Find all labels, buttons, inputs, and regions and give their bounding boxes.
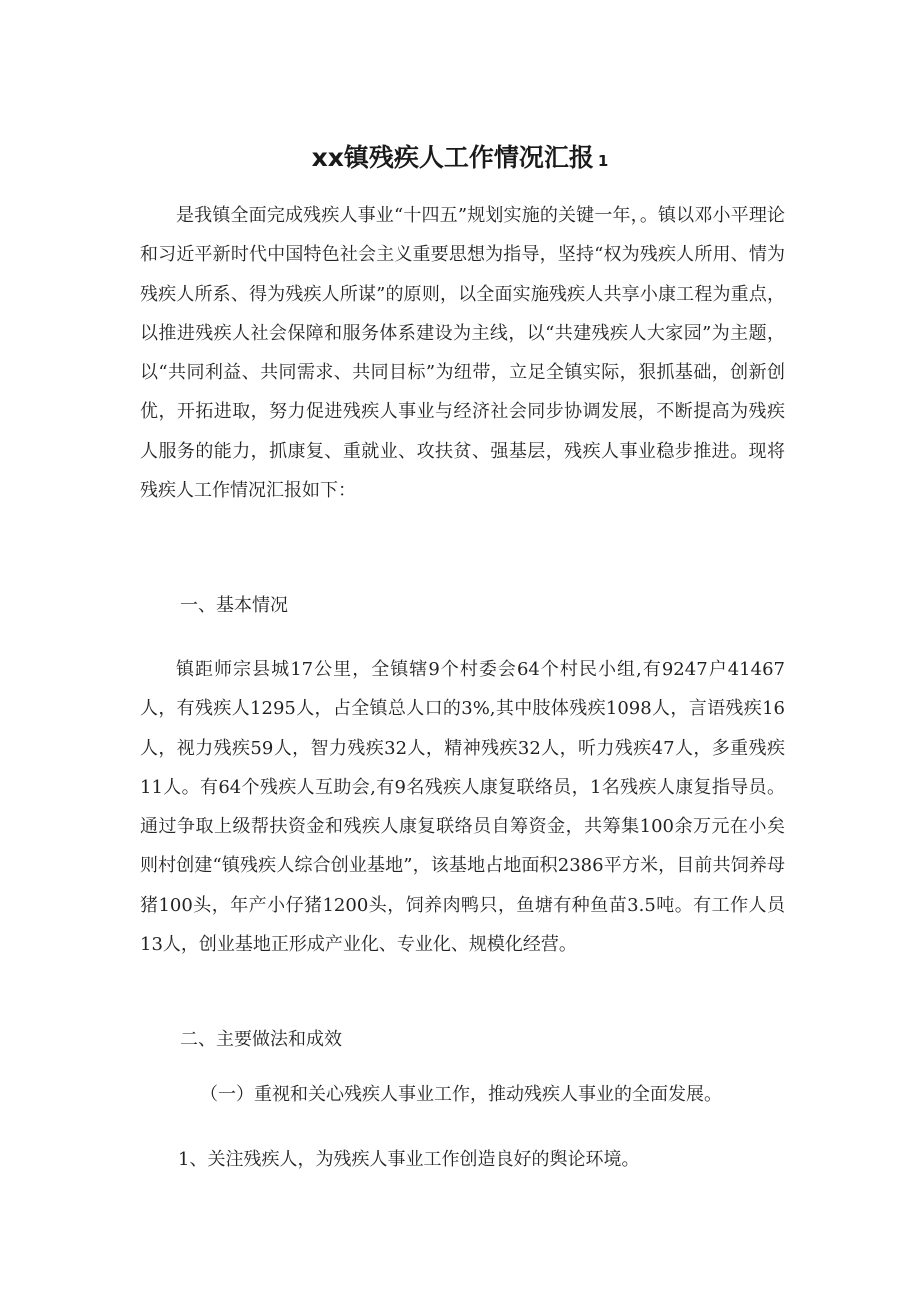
section-1-body: 镇距师宗县城17公里，全镇辖9个村委会64个村民小组,有9247户41467人，有残疾人1295人，占全镇总人口的3%,其中肢体残疾1098人，言语残疾16人，视力残疾59人，智力残疾32人，精神残疾32人，听力残疾47人，多重残疾11人。有64个残疾人互助会,有9名残疾人康复联络员，1名残疾人康复指导员。通过争取上级帮扶资金和残疾人康复联络员自筹资金，共筹集100余万元在小矣则村创建“镇残疾人综合创业基地”，该基地占地面积2386平方米，目前共饲养母猪100头，年产小仔猪1200头，饲养肉鸭只，鱼塘有种鱼苗3.5吨。有工作人员13人，创业基地正形成产业化、专业化、规模化经营。 (140, 659, 785, 956)
intro-paragraph: 是我镇全面完成残疾人事业“十四五”规划实施的关键一年，。镇以邓小平理论和习近平新时代中国特色社会主义重要思想为指导，坚持“权为残疾人所用、情为残疾人所系、得为残疾人所谋”的原则，以全面实施残疾人共享小康工程为重点，以推进残疾人社会保障和服务体系建设为主线，以“共建残疾人大家园”为主题，以“共同利益、共同需求、共同目标”为纽带，立足全镇实际，狠抓基础，创新创优，开拓进取，努力促进残疾人事业与经济社会同步协调发展，不断提高为残疾人服务的能力，抓康复、重就业、攻扶贫、强基层，残疾人事业稳步推进。现将残疾人工作情况汇报如下： (140, 205, 785, 502)
document-title (0, 138, 920, 174)
section-2-heading: 二、主要做法和成效 (180, 1029, 342, 1050)
section-1-heading: 一、基本情况 (180, 595, 288, 616)
subsection-1-heading: （一）重视和关心残疾人事业工作，推动残疾人事业的全面发展。 (200, 1084, 722, 1105)
title-suffix: 1 (597, 152, 609, 170)
title-text: xx镇残疾人工作情况汇报 (311, 143, 594, 172)
item-1-heading: 1、关注残疾人，为残疾人事业工作创造良好的舆论环境。 (178, 1149, 640, 1170)
